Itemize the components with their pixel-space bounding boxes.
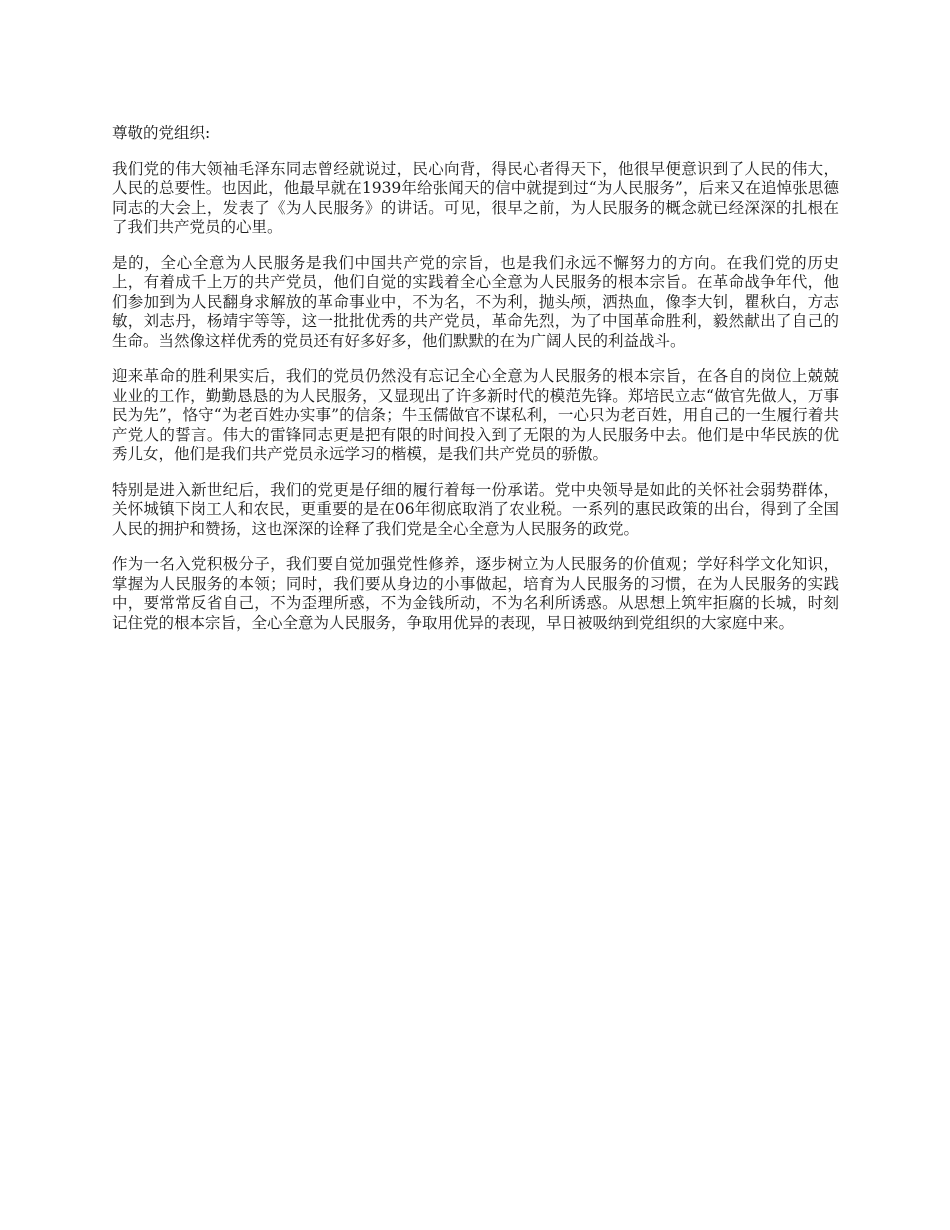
letter-paragraph-4: 特别是进入新世纪后，我们的党更是仔细的履行着每一份承诺。党中央领导是如此的关怀社会弱势群体，关怀城镇下岗工人和农民，更重要的是在06年彻底取消了农业税。一系列的惠民政策的出台，得到了全国人民的拥护和赞扬，这也深深的诠释了我们党是全心全意为人民服务的政党。: [112, 480, 839, 538]
letter-paragraph-5: 作为一名入党积极分子，我们要自觉加强党性修养，逐步树立为人民服务的价值观；学好科学文化知识，掌握为人民服务的本领；同时，我们要从身边的小事做起，培育为人民服务的习惯，在为人民服务的实践中，要常常反省自己，不为歪理所惑，不为金钱所动，不为名利所诱惑。从思想上筑牢拒腐的长城，时刻记住党的根本宗旨，全心全意为人民服务，争取用优异的表现，早日被吸纳到党组织的大家庭中来。: [112, 555, 839, 632]
letter-body: [112, 124, 839, 649]
letter-paragraph-1: 我们党的伟大领袖毛泽东同志曾经就说过，民心向背，得民心者得天下，他很早便意识到了人民的伟大，人民的总要性。也因此，他最早就在1939年给张闻天的信中就提到过“为人民服务”，后来又在追悼张思德同志的大会上，发表了《为人民服务》的讲话。可见，很早之前，为人民服务的概念就已经深深的扎根在了我们共产党员的心里。: [112, 159, 839, 236]
letter-paragraph-3: 迎来革命的胜利果实后，我们的党员仍然没有忘记全心全意为人民服务的根本宗旨，在各自的岗位上兢兢业业的工作，勤勤恳恳的为人民服务，又显现出了许多新时代的模范先锋。郑培民立志“做官先做人，万事民为先”，恪守“为老百姓办实事”的信条；牛玉儒做官不谋私利，一心只为老百姓，用自己的一生履行着共产党人的誓言。伟大的雷锋同志更是把有限的时间投入到了无限的为人民服务中去。他们是中华民族的优秀儿女，他们是我们共产党员永远学习的楷模，是我们共产党员的骄傲。: [112, 367, 839, 463]
letter-paragraph-2: 是的，全心全意为人民服务是我们中国共产党的宗旨，也是我们永远不懈努力的方向。在我们党的历史上，有着成千上万的共产党员，他们自觉的实践着全心全意为人民服务的根本宗旨。在革命战争年代，他们参加到为人民翻身求解放的革命事业中，不为名，不为利，抛头颅，洒热血，像李大钊，瞿秋白，方志敏，刘志丹，杨靖宇等等，这一批批优秀的共产党员，革命先烈，为了中国革命胜利，毅然献出了自己的生命。当然像这样优秀的党员还有好多好多，他们默默的在为广阔人民的利益战斗。: [112, 253, 839, 350]
letter-salutation: 尊敬的党组织:: [112, 124, 211, 142]
